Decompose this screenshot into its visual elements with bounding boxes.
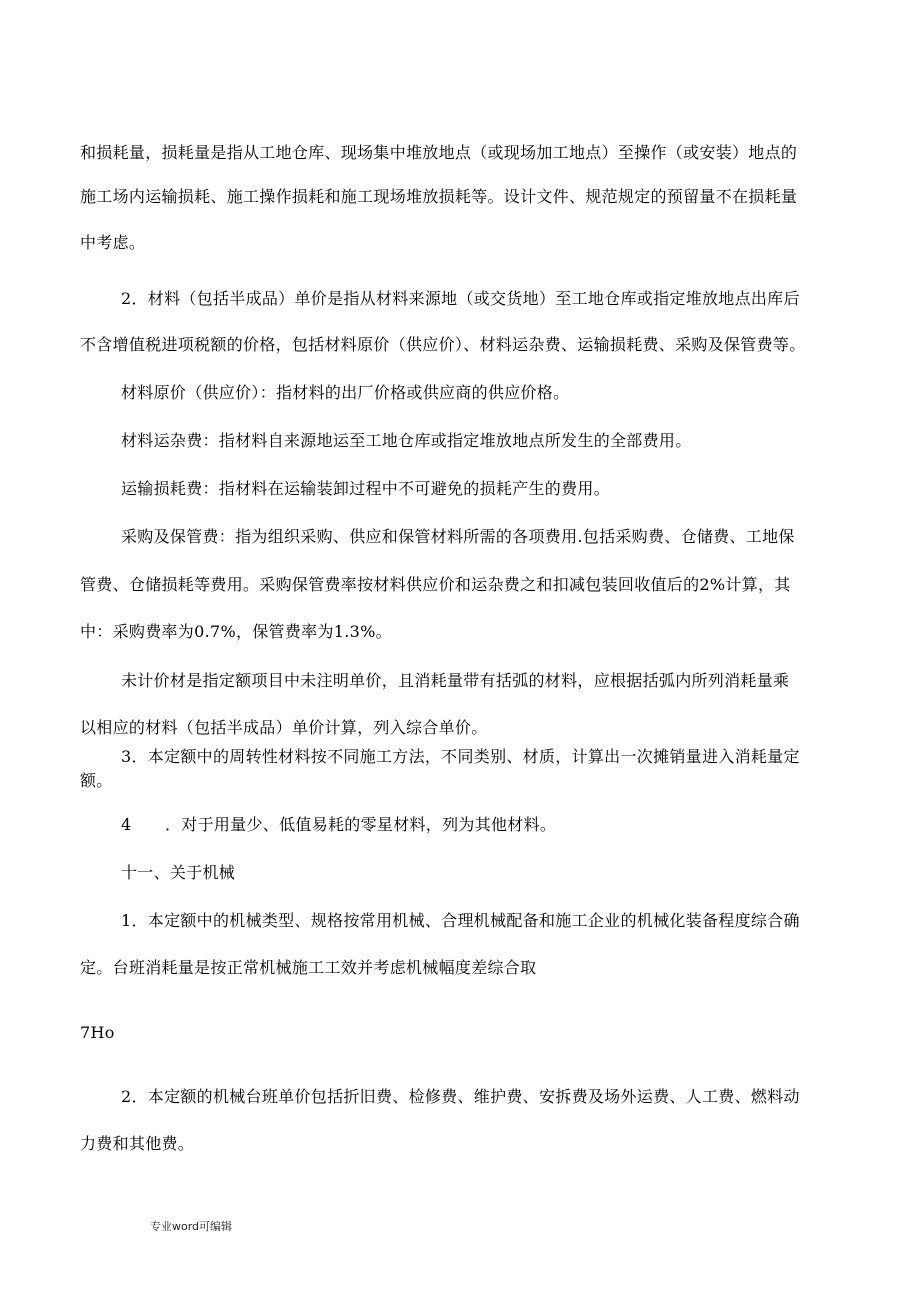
paragraph-line: 2．材料（包括半成品）单价是指从材料来源地（或交货地）至工地仓库或指定堆放地点出库后 xyxy=(121,289,800,308)
page-footer: 专业word可编辑 xyxy=(150,1220,233,1233)
paragraph-line: 中考虑。 xyxy=(80,233,146,252)
paragraph-line: 以相应的材料（包括半成品）单价计算，列入综合单价。 xyxy=(80,718,488,737)
paragraph-line: 额。 xyxy=(80,771,113,790)
paragraph-line xyxy=(121,815,840,835)
section-heading: 十一、关于机械 xyxy=(121,863,236,882)
paragraph-line: 3．本定额中的周转性材料按不同施工方法，不同类别、材质，计算出一次摊销量进入消耗量定 xyxy=(121,747,800,766)
paragraph-line: 施工场内运输损耗、施工操作损耗和施工现场堆放损耗等。设计文件、规范规定的预留量不在损耗量 xyxy=(80,187,798,206)
paragraph-line: 采购及保管费：指为组织采购、供应和保管材料所需的各项费用.包括采购费、仓储费、工地保 xyxy=(121,527,795,546)
paragraph-line: 中：采购费率为0.7%，保管费率为1.3%。 xyxy=(80,622,392,641)
paragraph-line: 力费和其他费。 xyxy=(80,1134,195,1153)
paragraph-line: 1．本定额中的机械类型、规格按常用机械、合理机械配备和施工企业的机械化装备程度综合确 xyxy=(121,911,800,930)
paragraph-line: 不含增值税进项税额的价格，包括材料原价（供应价）、材料运杂费、运输损耗费、采购及保管费等。 xyxy=(80,335,806,354)
paragraph-line: 和损耗量，损耗量是指从工地仓库、现场集中堆放地点（或现场加工地点）至操作（或安装）地点的 xyxy=(80,143,798,162)
paragraph-line: 材料运杂费：指材料自来源地运至工地仓库或指定堆放地点所发生的全部费用。 xyxy=(121,431,692,450)
list-number: 4 xyxy=(121,815,132,834)
paragraph-line: 材料原价（供应价）：指材料的出厂价格或供应商的供应价格。 xyxy=(121,383,570,402)
paragraph-line: 未计价材是指定额项目中未注明单价，且消耗量带有括弧的材料，应根据括弧内所列消耗量乘 xyxy=(121,671,790,690)
paragraph-line: 管费、仓储损耗等费用。采购保管费率按材料供应价和运杂费之和扣减包装回收值后的2%计算，其 xyxy=(80,575,791,594)
paragraph-line: 2．本定额的机械台班单价包括折旧费、检修费、维护费、安拆费及场外运费、人工费、燃料动 xyxy=(121,1087,800,1106)
paragraph-line: 运输损耗费：指材料在运输装卸过程中不可避免的损耗产生的费用。 xyxy=(121,479,611,498)
paragraph-line: 7Ho xyxy=(80,1023,115,1042)
paragraph-line: 定。台班消耗量是按正常机械施工工效并考虑机械幅度差综合取 xyxy=(80,958,537,977)
list-text: ．对于用量少、低值易耗的零星材料，列为其他材料。 xyxy=(165,815,557,834)
